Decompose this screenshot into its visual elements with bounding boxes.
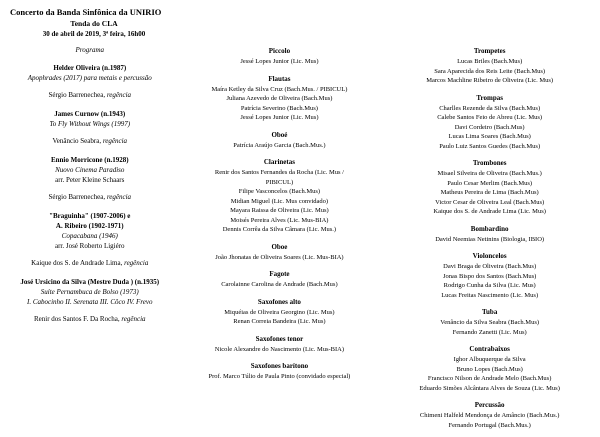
instrument-section — [178, 334, 382, 355]
work-title: Apophrades (2017) para metais e percussão — [27, 74, 152, 82]
member-name: Davi Braga de Oliveira (Bach.Mus) — [443, 263, 537, 270]
work-title: Nuovo Cinema Paradiso — [55, 166, 125, 174]
section-title: Saxofones alto — [257, 297, 301, 306]
section-title: Violoncelos — [472, 252, 507, 260]
member-name: Renir dos Santos Fernandes da Rocha (Lic. Mus / — [214, 169, 344, 176]
member-name: Jonas Bispo dos Santos (Bach.Mus) — [442, 272, 537, 280]
member-name: Fernando Portugal (Bach.Mus.) — [448, 421, 531, 429]
content-columns — [6, 46, 594, 437]
instrument-section — [178, 74, 382, 123]
composer-name: Helder Oliveira (n.1987) — [53, 64, 127, 72]
member-name: Fernando Zanetti (Lic. Mus) — [452, 328, 527, 336]
page-title: Concerto da Banda Sinfônica da UNIRIO — [10, 7, 162, 17]
instrument-section — [178, 361, 382, 382]
member-name: Carolainne Carolina de Andrade (Bach.Mus) — [221, 281, 338, 288]
work-title: Suíte Pernambuca de Bolso (1973) — [40, 288, 139, 296]
conductor-name: Sérgio Barrenechea — [48, 91, 104, 99]
conductor-line — [6, 192, 174, 202]
instrument-section — [385, 158, 594, 217]
member-name: Chimeni Halfeld Mendonça de Amâncio (Bach.Mus.) — [419, 412, 560, 419]
arranger-line: arr. José Roberto Ligiéro — [54, 242, 125, 250]
member-name: João Jhonatas de Oliveira Soares (Lic. Mus-BIA) — [215, 253, 344, 261]
section-title: Oboé — [271, 130, 288, 139]
program-item — [6, 155, 174, 202]
member-name: Calebe Santos Feio de Abreu (Lic. Mus) — [437, 114, 543, 121]
program-item — [6, 109, 174, 146]
member-name: Renan Correia Bandeira (Lic. Mus) — [233, 318, 326, 325]
conductor-role: , regência — [117, 315, 146, 323]
conductor-name: Kaique dos S. de Andrade Lima — [31, 259, 121, 267]
instrument-section — [178, 297, 382, 327]
movements-line: I. Cabocinho II. Serenata III. Côco IV. Frevo — [27, 298, 153, 306]
program-item — [6, 211, 174, 268]
instrument-section — [385, 400, 594, 430]
instrument-section — [385, 93, 594, 152]
conductor-line — [6, 90, 174, 100]
member-name: Patrícia Severino (Bach.Mus) — [240, 104, 318, 112]
conductor-role: , regência — [99, 137, 128, 145]
conductor-name: Venâncio Seabra — [52, 137, 100, 145]
composer-name: "Braguinha" (1907-2006) e — [49, 212, 131, 220]
conductor-name: Sérgio Barrenechea — [48, 193, 104, 201]
member-name: Patrícia Araújo Garcia (Bach.Mus.) — [233, 141, 326, 149]
program-item — [6, 63, 174, 100]
instrument-section — [385, 344, 594, 393]
member-name: Nicole Alexandre do Nascimento (Lic. Mus-BIA) — [214, 345, 345, 353]
brass-column — [385, 46, 594, 437]
member-name: Victor Cesar de Oliveira Leal (Bach.Mus) — [435, 198, 545, 206]
page-header — [6, 6, 594, 40]
section-title: Percussão — [474, 401, 505, 409]
member-name: Maíra Ketley da Silva Cruz (Bach.Mus. / PIBICUL) — [211, 85, 348, 93]
composer-name-second: A. Ribeiro (1902-1971) — [55, 222, 124, 230]
instrument-section — [385, 251, 594, 300]
program-column — [6, 46, 178, 333]
conductor-line — [6, 136, 174, 146]
member-name: Mayara Raissa de Oliveira (Lic. Mus) — [230, 207, 329, 214]
conductor-line — [6, 258, 174, 268]
section-title: Contrabaixos — [469, 345, 510, 353]
member-name: Francisco Nilson de Andrade Melo (Bach.Mus) — [427, 375, 552, 382]
section-title: Saxofones tenor — [255, 334, 304, 343]
member-name: Moisés Pereira Alves (Lic. Mus-BIA) — [230, 216, 329, 224]
member-name: Bruno Lopes (Bach.Mus) — [456, 365, 523, 373]
conductor-line — [6, 314, 174, 324]
conductor-role: , regência — [103, 193, 132, 201]
section-title: Saxofones barítono — [250, 362, 309, 370]
member-name: Lucas Lima Soares (Bach.Mus) — [448, 133, 531, 140]
conductor-role: , regência — [120, 259, 149, 267]
member-name: Sara Aparecida dos Reis Leite (Bach.Mus) — [434, 67, 546, 75]
composer-name: Ennio Morricone (n.1928) — [50, 156, 129, 164]
member-name: Marcos Machline Ribeiro de Oliveira (Lic. Mus) — [426, 77, 554, 84]
instrument-section — [385, 307, 594, 337]
section-title: Oboe — [271, 242, 288, 251]
instrument-section — [178, 130, 382, 151]
member-name: Matheus Pereira de Lima (Bach.Mus) — [440, 189, 539, 196]
program-heading: Programa — [75, 46, 105, 54]
instrument-section — [178, 242, 382, 263]
member-name: Misael Silveira de Oliveira (Bach.Mus.) — [437, 170, 542, 177]
member-name: Midian Miguel (Lic. Mus convidado) — [230, 197, 329, 205]
venue-label: Tenda do CLA — [70, 19, 118, 28]
section-title: Trompetes — [473, 47, 506, 55]
member-name: Lucas Freitas Nascimento (Lic. Mus) — [441, 291, 539, 299]
member-name: Rodrigo Cunha da Silva (Lic. Mus) — [443, 282, 536, 289]
member-name: Kaique dos S. de Andrade Lima (Lic. Mus) — [433, 208, 546, 215]
member-name: Juliana Azevedo de Oliveira (Bach.Mus) — [226, 95, 333, 102]
section-title: Trompas — [476, 93, 503, 102]
member-name: David Neemias Netinins (Biologia, IBIO) — [435, 235, 545, 243]
section-title: Piccolo — [268, 47, 291, 55]
member-name: Paulo Cesar Merlim (Bach.Mus) — [447, 179, 533, 187]
section-title: Trombones — [472, 159, 507, 167]
member-name: Jessé Lopes Junior (Lic. Mus) — [240, 114, 319, 121]
member-name: Eduardo Simões Alcântara Alves de Souza (Lic. Mus) — [419, 384, 560, 392]
member-name: Venâncio da Silva Seabra (Bach.Mus) — [440, 319, 540, 326]
work-title: Copacabana (1946) — [61, 232, 118, 240]
instrument-section — [178, 46, 382, 67]
section-title: Flautas — [268, 74, 291, 83]
member-name: Miquéias de Oliveira Georgino (Lic. Mus) — [224, 308, 335, 316]
conductor-role: , regência — [103, 91, 132, 99]
date-label: 30 de abril de 2019, 3ª feira, 16h00 — [42, 30, 146, 38]
instrument-section — [178, 157, 382, 235]
member-name: Dennis Corrêa da Silva Câmara (Lic. Mus.) — [222, 226, 337, 233]
section-title: Bombardino — [470, 224, 509, 233]
member-name: Charlles Rezende da Silva (Bach.Mus) — [439, 104, 541, 112]
woodwinds-column — [178, 46, 386, 389]
member-name: Davi Cordeiro (Bach.Mus) — [454, 123, 525, 131]
instrument-section — [178, 269, 382, 290]
section-title: Clarinetas — [263, 158, 295, 166]
member-name: Filipe Vasconcelos (Bach.Mus) — [238, 188, 321, 195]
member-name: Prof. Marco Túlio de Paula Pinto (convidado especial) — [208, 373, 351, 380]
composer-name: José Ursicino da Silva (Mestre Duda ) (n.1935) — [20, 278, 160, 286]
section-title: Tuba — [482, 308, 498, 316]
composer-name: James Curnow (n.1943) — [54, 110, 126, 118]
instrument-section — [385, 46, 594, 86]
instrument-section — [385, 224, 594, 245]
member-name: Jessé Lopes Junior (Lic. Mus) — [240, 58, 319, 65]
work-title: To Fly Without Wings (1997) — [49, 120, 131, 128]
conductor-name: Renir dos Santos F. Da Rocha — [33, 315, 118, 323]
member-name: Paulo Luiz Santos Guedes (Bach.Mus) — [439, 142, 541, 150]
member-name: Ighor Albuquerque da Silva — [453, 356, 526, 363]
section-title: Fagote — [269, 270, 290, 278]
member-name: PIBICUL) — [265, 178, 294, 186]
member-name: Lucas Briles (Bach.Mus) — [457, 58, 523, 65]
program-item — [6, 277, 174, 324]
arranger-line: arr. Peter Kleine Schaars — [55, 176, 125, 184]
